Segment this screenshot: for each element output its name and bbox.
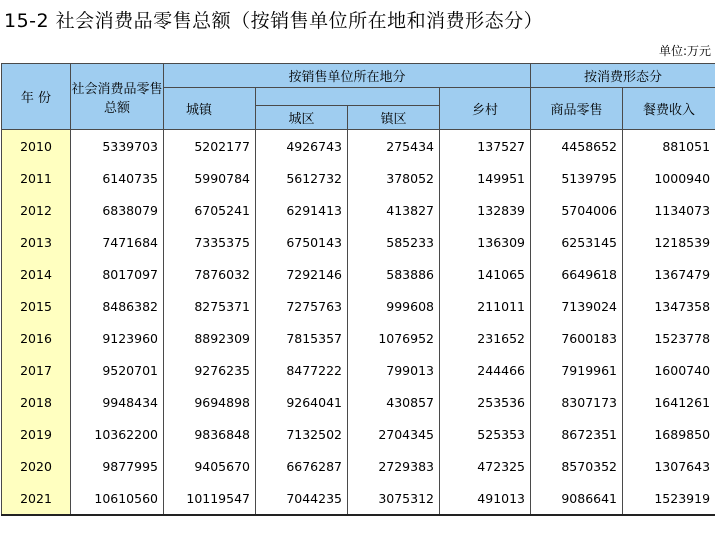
total-cell: 9520701	[71, 354, 164, 386]
town-district-cell: 413827	[348, 194, 440, 226]
city-district-cell: 7044235	[256, 482, 348, 515]
catering-cell: 1641261	[623, 386, 715, 418]
rural-cell: 525353	[440, 418, 531, 450]
town-district-cell: 430857	[348, 386, 440, 418]
goods-retail-cell: 5704006	[531, 194, 623, 226]
rural-cell: 244466	[440, 354, 531, 386]
header-rural: 乡村	[440, 88, 531, 130]
urban-cell: 8892309	[164, 322, 256, 354]
year-cell: 2015	[2, 290, 71, 322]
total-cell: 6838079	[71, 194, 164, 226]
urban-cell: 9405670	[164, 450, 256, 482]
urban-cell: 10119547	[164, 482, 256, 515]
town-district-cell: 1076952	[348, 322, 440, 354]
goods-retail-cell: 8570352	[531, 450, 623, 482]
rural-cell: 137527	[440, 130, 531, 163]
catering-cell: 1134073	[623, 194, 715, 226]
town-district-cell: 2704345	[348, 418, 440, 450]
total-cell: 9948434	[71, 386, 164, 418]
urban-cell: 7876032	[164, 258, 256, 290]
city-district-cell: 7275763	[256, 290, 348, 322]
urban-cell: 9694898	[164, 386, 256, 418]
catering-cell: 1600740	[623, 354, 715, 386]
goods-retail-cell: 7600183	[531, 322, 623, 354]
year-cell: 2019	[2, 418, 71, 450]
catering-cell: 1218539	[623, 226, 715, 258]
catering-cell: 1000940	[623, 162, 715, 194]
table-row	[2, 290, 715, 322]
urban-cell: 6705241	[164, 194, 256, 226]
city-district-cell: 7815357	[256, 322, 348, 354]
header-urban-blank	[256, 88, 440, 106]
town-district-cell: 378052	[348, 162, 440, 194]
header-urban: 城镇	[164, 88, 256, 130]
rural-cell: 211011	[440, 290, 531, 322]
table-row	[2, 162, 715, 194]
city-district-cell: 7132502	[256, 418, 348, 450]
town-district-cell: 275434	[348, 130, 440, 163]
year-cell: 2010	[2, 130, 71, 163]
header-catering: 餐费收入	[623, 88, 715, 130]
total-cell: 9123960	[71, 322, 164, 354]
unit-label: 单位:万元	[658, 44, 711, 58]
town-district-cell: 583886	[348, 258, 440, 290]
year-cell: 2017	[2, 354, 71, 386]
total-cell: 6140735	[71, 162, 164, 194]
town-district-cell: 2729383	[348, 450, 440, 482]
urban-cell: 5990784	[164, 162, 256, 194]
rural-cell: 491013	[440, 482, 531, 515]
urban-cell: 5202177	[164, 130, 256, 163]
table-body	[2, 130, 715, 516]
year-cell: 2012	[2, 194, 71, 226]
city-district-cell: 9264041	[256, 386, 348, 418]
town-district-cell: 3075312	[348, 482, 440, 515]
city-district-cell: 6750143	[256, 226, 348, 258]
year-cell: 2016	[2, 322, 71, 354]
header-total: 社会消费品零售总额	[71, 64, 164, 130]
catering-cell: 1367479	[623, 258, 715, 290]
city-district-cell: 8477222	[256, 354, 348, 386]
year-cell: 2021	[2, 482, 71, 515]
catering-cell: 881051	[623, 130, 715, 163]
city-district-cell: 6291413	[256, 194, 348, 226]
total-cell: 8486382	[71, 290, 164, 322]
goods-retail-cell: 5139795	[531, 162, 623, 194]
header-goods-retail: 商品零售	[531, 88, 623, 130]
town-district-cell: 799013	[348, 354, 440, 386]
urban-cell: 7335375	[164, 226, 256, 258]
rural-cell: 136309	[440, 226, 531, 258]
rural-cell: 149951	[440, 162, 531, 194]
table-row	[2, 322, 715, 354]
total-cell: 5339703	[71, 130, 164, 163]
catering-cell: 1689850	[623, 418, 715, 450]
goods-retail-cell: 4458652	[531, 130, 623, 163]
retail-sales-table	[1, 63, 715, 516]
table-row	[2, 130, 715, 163]
urban-cell: 9836848	[164, 418, 256, 450]
goods-retail-cell: 7139024	[531, 290, 623, 322]
table-row	[2, 450, 715, 482]
year-cell: 2018	[2, 386, 71, 418]
rural-cell: 132839	[440, 194, 531, 226]
total-cell: 9877995	[71, 450, 164, 482]
rural-cell: 231652	[440, 322, 531, 354]
goods-retail-cell: 6649618	[531, 258, 623, 290]
urban-cell: 9276235	[164, 354, 256, 386]
rural-cell: 472325	[440, 450, 531, 482]
catering-cell: 1307643	[623, 450, 715, 482]
year-cell: 2020	[2, 450, 71, 482]
goods-retail-cell: 8672351	[531, 418, 623, 450]
table-row	[2, 226, 715, 258]
header-town-district: 镇区	[348, 106, 440, 130]
page-title: 15-2 社会消费品零售总额（按销售单位所在地和消费形态分）	[4, 10, 544, 32]
year-cell: 2013	[2, 226, 71, 258]
city-district-cell: 6676287	[256, 450, 348, 482]
total-cell: 10362200	[71, 418, 164, 450]
city-district-cell: 5612732	[256, 162, 348, 194]
table-row	[2, 258, 715, 290]
goods-retail-cell: 6253145	[531, 226, 623, 258]
header-by-consumption: 按消费形态分	[531, 64, 715, 88]
header-city-district: 城区	[256, 106, 348, 130]
catering-cell: 1523919	[623, 482, 715, 515]
year-cell: 2014	[2, 258, 71, 290]
town-district-cell: 999608	[348, 290, 440, 322]
goods-retail-cell: 9086641	[531, 482, 623, 515]
city-district-cell: 7292146	[256, 258, 348, 290]
table-row	[2, 482, 715, 515]
urban-cell: 8275371	[164, 290, 256, 322]
year-cell: 2011	[2, 162, 71, 194]
goods-retail-cell: 7919961	[531, 354, 623, 386]
catering-cell: 1523778	[623, 322, 715, 354]
total-cell: 10610560	[71, 482, 164, 515]
goods-retail-cell: 8307173	[531, 386, 623, 418]
rural-cell: 141065	[440, 258, 531, 290]
header-by-location: 按销售单位所在地分	[164, 64, 531, 88]
total-cell: 8017097	[71, 258, 164, 290]
table-row	[2, 354, 715, 386]
table-row	[2, 386, 715, 418]
total-cell: 7471684	[71, 226, 164, 258]
city-district-cell: 4926743	[256, 130, 348, 163]
rural-cell: 253536	[440, 386, 531, 418]
town-district-cell: 585233	[348, 226, 440, 258]
header-year: 年 份	[2, 64, 71, 130]
catering-cell: 1347358	[623, 290, 715, 322]
table-row	[2, 418, 715, 450]
table-row	[2, 194, 715, 226]
